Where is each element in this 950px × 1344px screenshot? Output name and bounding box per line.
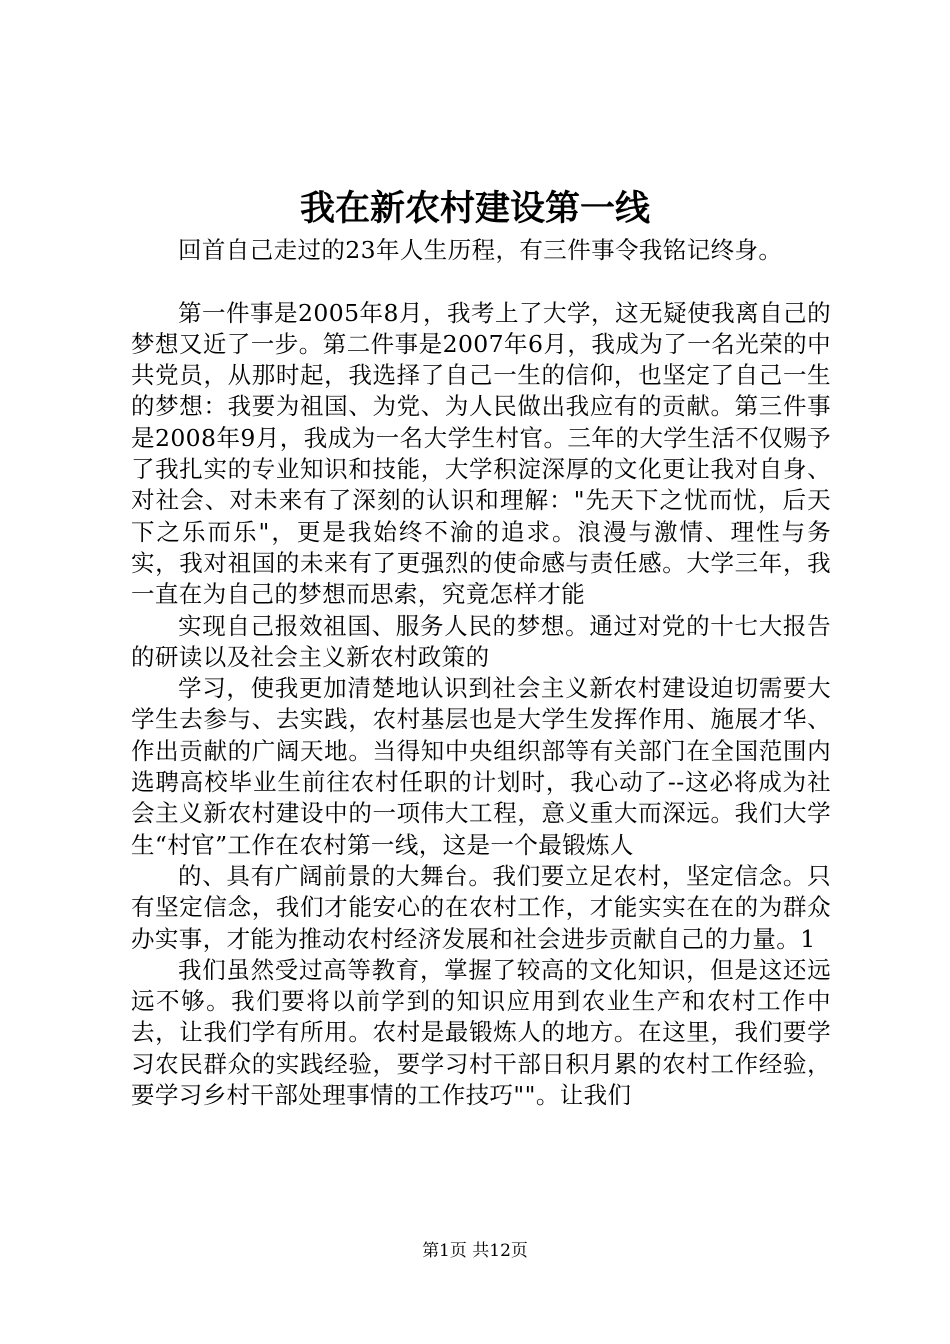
page-number-footer: 第1页 共12页 [422, 1241, 528, 1261]
paragraph: 我们虽然受过高等教育，掌握了较高的文化知识，但是这还远远不够。我们要将以前学到的知识应用到农业生产和农村工作中去，让我们学有所用。农村是最锻炼人的地方。在这里，我们要学习农民群众的实践经验，要学习村干部日积月累的农村工作经验，要学习乡村干部处理事情的工作技巧""。让我们 [131, 955, 831, 1110]
paragraph: 第一件事是2005年8月，我考上了大学，这无疑使我离自己的梦想又近了一步。第二件事是2007年6月，我成为了一名光荣的中共党员，从那时起，我选择了自己一生的信仰，也坚定了自己一生的梦想：我要为祖国、为党、为人民做出我应有的贡献。第三件事是2008年9月，我成为一名大学生村官。三年的大学生活不仅赐予了我扎实的专业知识和技能，大学积淀深厚的文化更让我对自身、对社会、对未来有了深刻的认识和理解："先天下之忧而忧，后天下之乐而乐"，更是我始终不渝的追求。浪漫与激情、理性与务实，我对祖国的未来有了更强烈的使命感与责任感。大学三年，我一直在为自己的梦想而思索，究竟怎样才能 [131, 298, 831, 609]
paragraph: 的、具有广阔前景的大舞台。我们要立足农村，坚定信念。只有坚定信念，我们才能安心的在农村工作，才能实实在在的为群众办实事，才能为推动农村经济发展和社会进步贡献自己的力量。1 [131, 861, 831, 953]
paragraph: 学习，使我更加清楚地认识到社会主义新农村建设迫切需要大学生去参与、去实践，农村基层也是大学生发挥作用、施展才华、作出贡献的广阔天地。当得知中央组织部等有关部门在全国范围内选聘高校毕业生前往农村任职的计划时，我心动了--这必将成为社会主义新农村建设中的一项伟大工程，意义重大而深远。我们大学生“村官”工作在农村第一线，这是一个最锻炼人 [131, 674, 831, 859]
paragraph: 实现自己报效祖国、服务人民的梦想。通过对党的十七大报告的研读以及社会主义新农村政策的 [131, 611, 831, 671]
paragraph-intro: 回首自己走过的23年人生历程，有三件事令我铭记终身。 [178, 236, 783, 264]
document-title: 我在新农村建设第一线 [299, 188, 650, 229]
document-body [131, 235, 831, 1111]
